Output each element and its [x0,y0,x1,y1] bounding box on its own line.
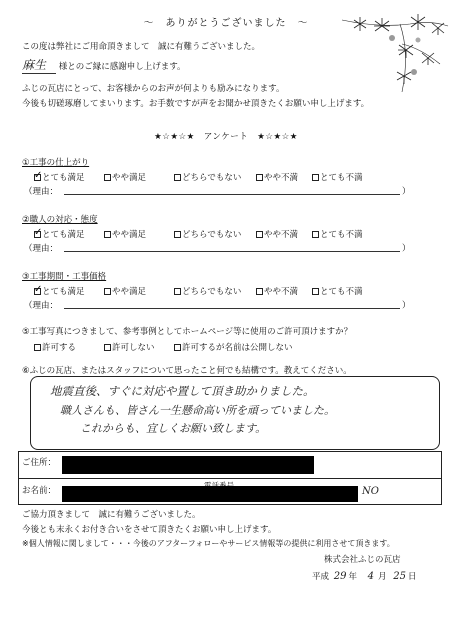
question-2-label: ②職人の対応・態度 [22,215,98,225]
footer-line-2: 今後とも末永くお付き合いをさせて頂きたくお願い申し上げます。 [22,525,277,535]
q3-reason-close: ） [402,301,411,311]
checkbox-icon[interactable] [34,344,41,351]
q5-option-allow-anonymous[interactable]: 許可するが名前は公開しない [174,341,293,353]
q5-option-deny[interactable]: 許可しない [104,341,155,353]
name-phone-redaction [62,486,358,502]
page-title: 〜 ありがとうございました 〜 [143,18,309,29]
q1-option-very-satisfied[interactable]: ✓ とても満足 [34,170,85,183]
intro-line-1: この度は弊社にご用命頂きまして 誠に有難うございました。 [22,42,261,52]
q3-reason-label: （理由： [24,301,59,311]
date-year-unit: 年 [348,572,357,582]
question-5-label: ⑤工事写真につきまして、参考事例としてホームページ等に使用のご許可頂けますか？ [22,327,353,337]
checkbox-icon[interactable] [256,231,263,238]
q1-option-very-dissatisfied[interactable]: とても不満 [312,171,363,183]
question-3-label: ③工事期間・工事価格 [22,272,107,282]
pine-branch-decoration-icon [340,14,450,94]
question-6-label: ⑥ふじの瓦店、またはスタッフについて思ったこと何でも結構です。教えてください。 [22,366,352,376]
footer-line-1: ご協力頂きまして 誠に有難うございました。 [22,510,201,520]
checkbox-icon[interactable] [174,288,181,295]
q1-option-somewhat-dissatisfied[interactable]: やや不満 [256,171,298,183]
q3-option-very-dissatisfied[interactable]: とても不満 [312,285,363,297]
q2-reason-field[interactable] [64,251,400,252]
q3-option-very-satisfied[interactable]: ✓ とても満足 [34,284,85,297]
q3-option-somewhat-dissatisfied[interactable]: やや不満 [256,285,298,297]
checkbox-icon[interactable] [174,174,181,181]
date-year: 29 [333,571,347,582]
intro-line-2-suffix: 様とのご縁に感謝申し上げます。 [58,62,186,72]
name-label: お名前： [22,486,57,496]
date-era: 平成 [312,572,330,582]
question-1-label: ①工事の仕上がり [22,158,90,168]
checkbox-icon[interactable] [104,174,111,181]
checkbox-icon[interactable] [312,174,319,181]
comment-line-3: これからも、宜しくお願い致します。 [80,422,267,435]
phone-suffix-handwritten: NO [362,486,379,497]
checkbox-icon[interactable] [174,344,181,351]
checkbox-icon[interactable] [104,288,111,295]
q5-option-allow[interactable]: 許可する [34,341,76,353]
intro-line-2 [22,56,186,74]
contact-divider [18,478,442,479]
q1-reason-close: ） [402,187,411,197]
q2-option-neutral[interactable]: どちらでもない [174,228,241,240]
address-redaction [62,456,314,474]
q3-option-somewhat-satisfied[interactable]: やや満足 [104,285,146,297]
intro-line-3: ふじの瓦店にとって、お客様からのお声が何よりも励みになります。 [22,84,285,94]
checkbox-icon[interactable] [256,174,263,181]
date-day-unit: 日 [408,572,417,582]
customer-name-handwritten: 麻生 [22,56,56,74]
intro-line-4: 今後も切磋琢磨してまいります。お手数ですが声をお聞かせ頂きたくお願い申し上げます。 [22,99,370,109]
comment-line-2: 職人さんも、皆さん一生懸命高い所を頑っていました。 [60,404,335,417]
checkbox-icon[interactable] [312,288,319,295]
q2-reason-close: ） [402,244,411,254]
date-month: 4 [367,571,375,582]
q3-reason-field[interactable] [64,308,400,309]
q2-option-very-dissatisfied[interactable]: とても不満 [312,228,363,240]
checkbox-icon[interactable] [256,288,263,295]
checkbox-icon[interactable] [174,231,181,238]
q1-option-neutral[interactable]: どちらでもない [174,171,241,183]
date-month-unit: 月 [378,572,387,582]
checkbox-icon[interactable] [104,231,111,238]
checkbox-checked-icon[interactable]: ✓ [34,227,43,238]
q3-option-neutral[interactable]: どちらでもない [174,285,241,297]
q2-option-very-satisfied[interactable]: ✓ とても満足 [34,227,85,240]
date-line [312,570,417,582]
checkbox-checked-icon[interactable]: ✓ [34,284,43,295]
footer-line-3: ※個人情報に関しまして・・・今後のアフターフォローやサービス情報等の提供に利用させて頂きます。 [22,539,395,548]
q2-reason-label: （理由： [24,244,59,254]
comment-line-1: 地震直後、すぐに対応や置して頂き助かりました。 [50,384,315,398]
q2-option-somewhat-dissatisfied[interactable]: やや不満 [256,228,298,240]
survey-heading: ★☆★☆★ アンケート ★☆★☆★ [154,132,298,142]
checkbox-icon[interactable] [104,344,111,351]
company-name: 株式会社ふじの瓦店 [324,555,401,565]
q2-option-somewhat-satisfied[interactable]: やや満足 [104,228,146,240]
checkbox-checked-icon[interactable]: ✓ [34,170,43,181]
q1-reason-field[interactable] [64,194,400,195]
address-label: ご住所： [22,458,57,468]
q1-reason-label: （理由： [24,187,59,197]
date-day: 25 [393,571,406,582]
checkbox-icon[interactable] [312,231,319,238]
q1-option-somewhat-satisfied[interactable]: やや満足 [104,171,146,183]
